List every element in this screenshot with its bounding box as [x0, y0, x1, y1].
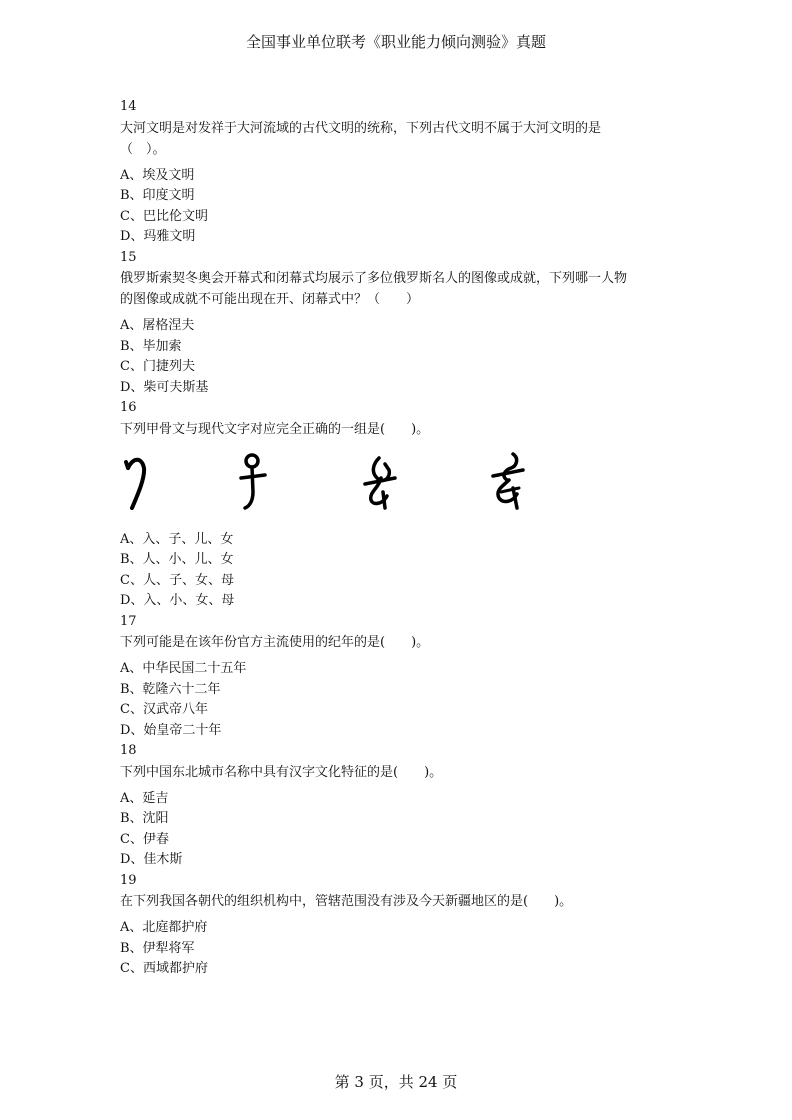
- option-d: D、佳木斯: [120, 852, 183, 867]
- question-stem: 下列可能是在该年份官方主流使用的纪年的是( )。: [120, 635, 430, 650]
- question-stem: （ ）。: [120, 141, 166, 157]
- question-15: [120, 248, 680, 399]
- question-number: 17: [120, 613, 137, 629]
- question-number: 19: [120, 872, 137, 888]
- option-c: C、汉武帝八年: [120, 702, 208, 717]
- question-16: [120, 398, 680, 612]
- question-18: [120, 741, 680, 871]
- question-stem: 俄罗斯索契冬奥会开幕式和闭幕式均展示了多位俄罗斯名人的图像或成就，下列哪一人物: [120, 271, 628, 286]
- question-number: 16: [120, 400, 137, 415]
- option-d: D、柴可夫斯基: [120, 379, 209, 395]
- question-17: [120, 612, 680, 742]
- oracle-glyph-2-icon: [235, 448, 279, 514]
- option-b: B、印度文明: [120, 188, 195, 203]
- question-number: 15: [120, 249, 137, 265]
- option-a: A、屠格涅夫: [120, 318, 195, 333]
- option-a: A、入、子、儿、女: [120, 531, 234, 547]
- question-stem: 大河文明是对发祥于大河流域的古代文明的统称，下列古代文明不属于大河文明的是: [120, 120, 602, 136]
- option-c: C、人、子、女、母: [120, 572, 234, 588]
- option-a: A、中华民国二十五年: [120, 661, 247, 676]
- page-footer: 第 3 页，共 24 页: [334, 1073, 458, 1091]
- page-header: 全国事业单位联考《职业能力倾向测验》真题: [245, 33, 546, 51]
- question-stem: 在下列我国各朝代的组织机构中，管辖范围没有涉及今天新疆地区的是( )。: [120, 894, 573, 909]
- option-d: D、玛雅文明: [120, 229, 196, 244]
- option-a: A、埃及文明: [120, 167, 195, 183]
- option-b: B、乾隆六十二年: [120, 681, 221, 697]
- question-19: [120, 871, 680, 980]
- option-c: C、巴比伦文明: [120, 208, 208, 224]
- question-14: [120, 97, 680, 248]
- question-stem: 下列甲骨文与现代文字对应完全正确的一组是( )。: [120, 421, 430, 437]
- question-list: [120, 97, 680, 980]
- option-c: C、伊春: [120, 831, 169, 847]
- option-d: D、始皇帝二十年: [120, 722, 222, 738]
- option-d: D、入、小、女、母: [120, 593, 235, 608]
- oracle-glyph-3-icon: [361, 448, 405, 514]
- option-a: A、北庭都护府: [120, 920, 208, 935]
- option-a: A、延吉: [120, 790, 169, 806]
- option-c: C、门捷列夫: [120, 359, 195, 374]
- question-stem: 下列中国东北城市名称中具有汉字文化特征的是( )。: [120, 764, 443, 780]
- option-b: B、人、小、儿、女: [120, 552, 234, 567]
- oracle-glyph-4-icon: [489, 448, 533, 514]
- oracle-glyph-1-icon: [120, 448, 164, 514]
- option-b: B、沈阳: [120, 811, 169, 826]
- option-b: B、毕加索: [120, 338, 182, 354]
- question-number: 14: [120, 99, 137, 114]
- question-number: 18: [120, 743, 137, 758]
- oracle-bone-glyphs: [120, 448, 680, 526]
- option-b: B、伊犁将军: [120, 940, 195, 956]
- option-c: C、西域都护府: [120, 961, 208, 976]
- question-stem: 的图像或成就不可能出现在开、闭幕式中？（ ）: [120, 292, 420, 307]
